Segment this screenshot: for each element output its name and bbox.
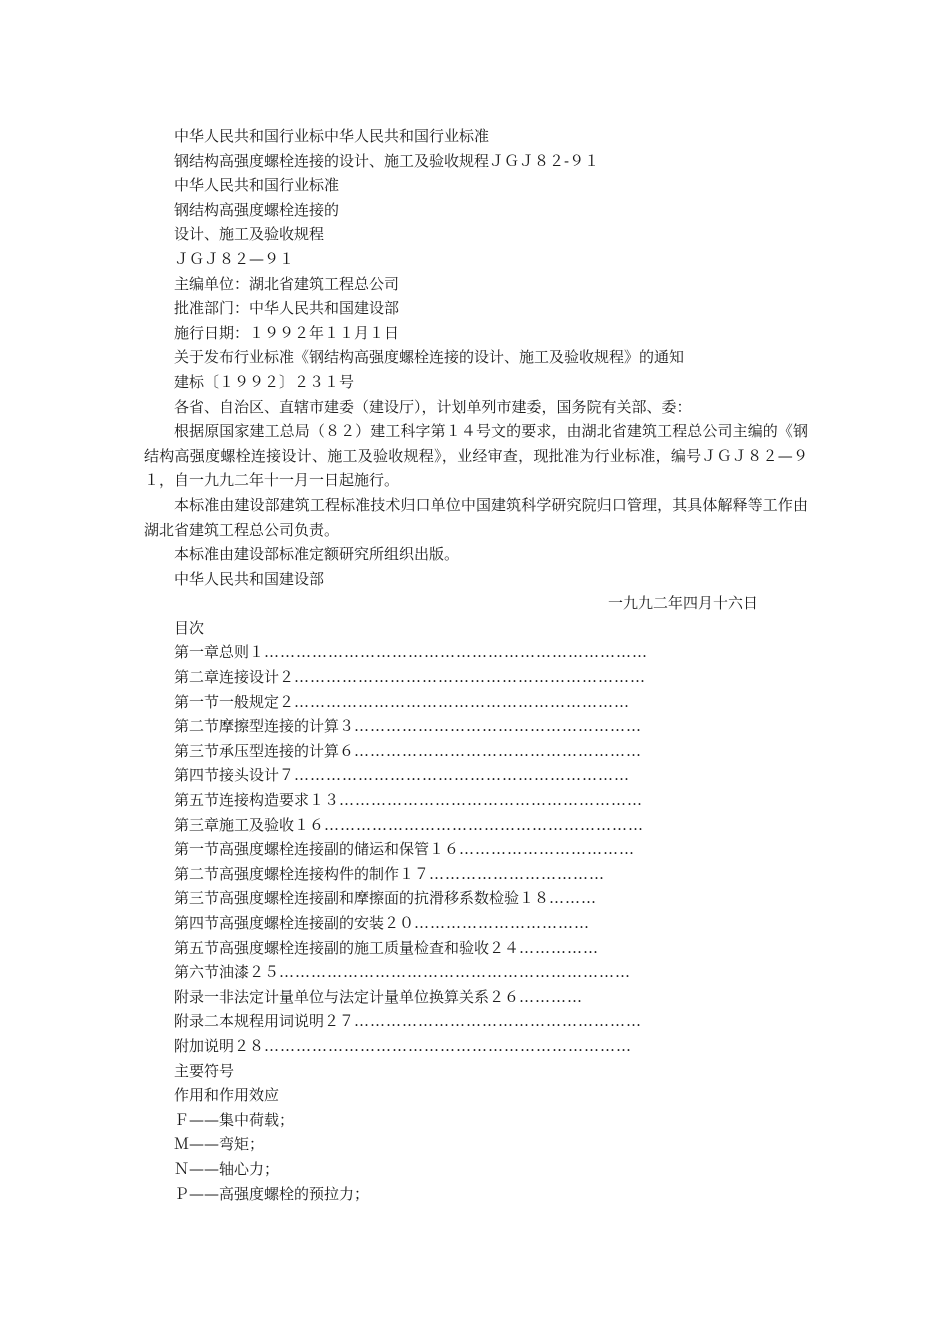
toc-leader-dots: ……………………………………………………	[324, 815, 645, 834]
toc-leader-dots: ……………………………………………………………	[264, 1036, 633, 1055]
toc-item[interactable]	[144, 1034, 808, 1059]
toc-leader-dots: ………………………………………………………	[294, 692, 631, 711]
toc-leader-dots: …………………………………………………	[339, 791, 644, 810]
header-line: 钢结构高强度螺栓连接的	[174, 200, 340, 219]
toc-item[interactable]	[144, 714, 808, 739]
toc-leader-dots: ………	[549, 889, 598, 908]
effective-date: 施行日期：１９９２年１１月１日	[174, 323, 400, 342]
toc-leader-dots: ………………………………………………	[354, 717, 643, 736]
toc-leader-dots: …………………………………………………………	[279, 963, 632, 982]
document-body	[144, 124, 808, 1206]
standard-code: ＪＧＪ８２—９１	[174, 249, 295, 268]
paragraph: 本标准由建设部建筑工程标准技术归口单位中国建筑科学研究院归口管理，其具体解释等工作由湖北省建筑工程总公司负责。	[144, 495, 808, 539]
toc-item[interactable]	[144, 960, 808, 985]
toc-leader-dots: ……………………………	[459, 840, 636, 859]
issuer: 中华人民共和国建设部	[174, 569, 325, 588]
toc-item[interactable]	[144, 837, 808, 862]
symbol-definition: Ｍ——弯矩；	[174, 1135, 265, 1154]
toc-item-label: 附录二本规程用词说明２７	[174, 1012, 355, 1031]
toc-leader-dots: ………………………………………………………………	[264, 643, 649, 662]
toc-item[interactable]	[144, 739, 808, 764]
header-line: 中华人民共和国行业标准	[174, 176, 340, 195]
editor-unit: 主编单位：湖北省建筑工程总公司	[174, 274, 400, 293]
toc-leader-dots: ………………………………………………	[354, 741, 643, 760]
toc-item[interactable]	[144, 985, 808, 1010]
toc-item-label: 第五节连接构造要求１３	[174, 791, 340, 810]
toc-item-label: 第五节高强度螺栓连接副的施工质量检查和验收２４	[174, 938, 520, 957]
paragraph: 根据原国家建工总局（８２）建工科字第１４号文的要求，由湖北省建筑工程总公司主编的《钢结构高强度螺栓连接设计、施工及验收规程》，业经审查，现批准为行业标准，编号ＪＧＪ８２—９１，自一九九二年十一月一日起施行。	[144, 422, 808, 490]
toc-item-label: 附加说明２８	[174, 1036, 265, 1055]
toc-title: 目次	[174, 618, 205, 637]
symbols-title: 主要符号	[174, 1061, 235, 1080]
toc-item-label: 第三章施工及验收１６	[174, 815, 325, 834]
notice-title: 关于发布行业标准《钢结构高强度螺栓连接的设计、施工及验收规程》的通知	[174, 348, 685, 367]
toc-item[interactable]	[144, 763, 808, 788]
toc-item-label: 第三节承压型连接的计算６	[174, 741, 355, 760]
toc-item-label: 第二节高强度螺栓连接构件的制作１７	[174, 864, 430, 883]
header-line: 设计、施工及验收规程	[174, 225, 325, 244]
toc-item-label: 第一节一般规定２	[174, 692, 295, 711]
toc-item-label: 第六节油漆２５	[174, 963, 280, 982]
toc-item-label: 第一章总则１	[174, 643, 265, 662]
toc-item-label: 第三节高强度螺栓连接副和摩擦面的抗滑移系数检验１８	[174, 889, 550, 908]
approval-dept: 批准部门：中华人民共和国建设部	[174, 299, 400, 318]
toc-item[interactable]	[144, 813, 808, 838]
toc-item[interactable]	[144, 936, 808, 961]
symbol-definition: Ｐ——高强度螺栓的预拉力；	[174, 1184, 370, 1203]
toc-item[interactable]	[144, 911, 808, 936]
addressee: 各省、自治区、直辖市建委（建设厅），计划单列市建委，国务院有关部、委：	[174, 397, 692, 416]
toc-leader-dots: ……………………………	[414, 914, 591, 932]
toc-item-label: 第二章连接设计２	[174, 668, 295, 687]
toc-leader-dots: …………………………………………………………	[294, 668, 647, 687]
toc-item-label: 第一节高强度螺栓连接副的储运和保管１６	[174, 840, 460, 859]
toc-item-label: 第四节高强度螺栓连接副的安装２０	[174, 914, 415, 932]
toc-item[interactable]	[144, 1009, 808, 1034]
header-line: 钢结构高强度螺栓连接的设计、施工及验收规程ＪＧＪ８２-９１	[174, 151, 600, 170]
paragraph: 本标准由建设部标准定额研究所组织出版。	[174, 545, 460, 564]
header-line: 中华人民共和国行业标中华人民共和国行业标准	[174, 127, 490, 145]
notice-number: 建标〔１９９２〕２３１号	[174, 372, 355, 391]
toc-item[interactable]	[144, 788, 808, 813]
toc-leader-dots: ………………………………………………	[354, 1012, 643, 1031]
toc-item[interactable]	[144, 886, 808, 911]
table-of-contents	[144, 640, 808, 1058]
toc-leader-dots: ……………	[519, 938, 600, 957]
toc-item[interactable]	[144, 690, 808, 715]
toc-item-label: 第二节摩擦型连接的计算３	[174, 717, 355, 736]
toc-leader-dots: ……………………………	[429, 864, 606, 883]
toc-leader-dots: ………………………………………………………	[294, 766, 631, 785]
toc-item-label: 第四节接头设计７	[174, 766, 295, 785]
issue-date: 一九九二年四月十六日	[607, 594, 758, 613]
symbols-subtitle: 作用和作用效应	[174, 1086, 280, 1105]
symbol-definition: Ｆ——集中荷载；	[174, 1110, 295, 1129]
toc-item[interactable]	[144, 862, 808, 887]
toc-leader-dots: …………	[519, 987, 584, 1006]
toc-item-label: 附录一非法定计量单位与法定计量单位换算关系２６	[174, 987, 520, 1006]
toc-item[interactable]	[144, 665, 808, 690]
toc-item[interactable]	[144, 640, 808, 665]
symbol-definition: Ｎ——轴心力；	[174, 1159, 280, 1178]
